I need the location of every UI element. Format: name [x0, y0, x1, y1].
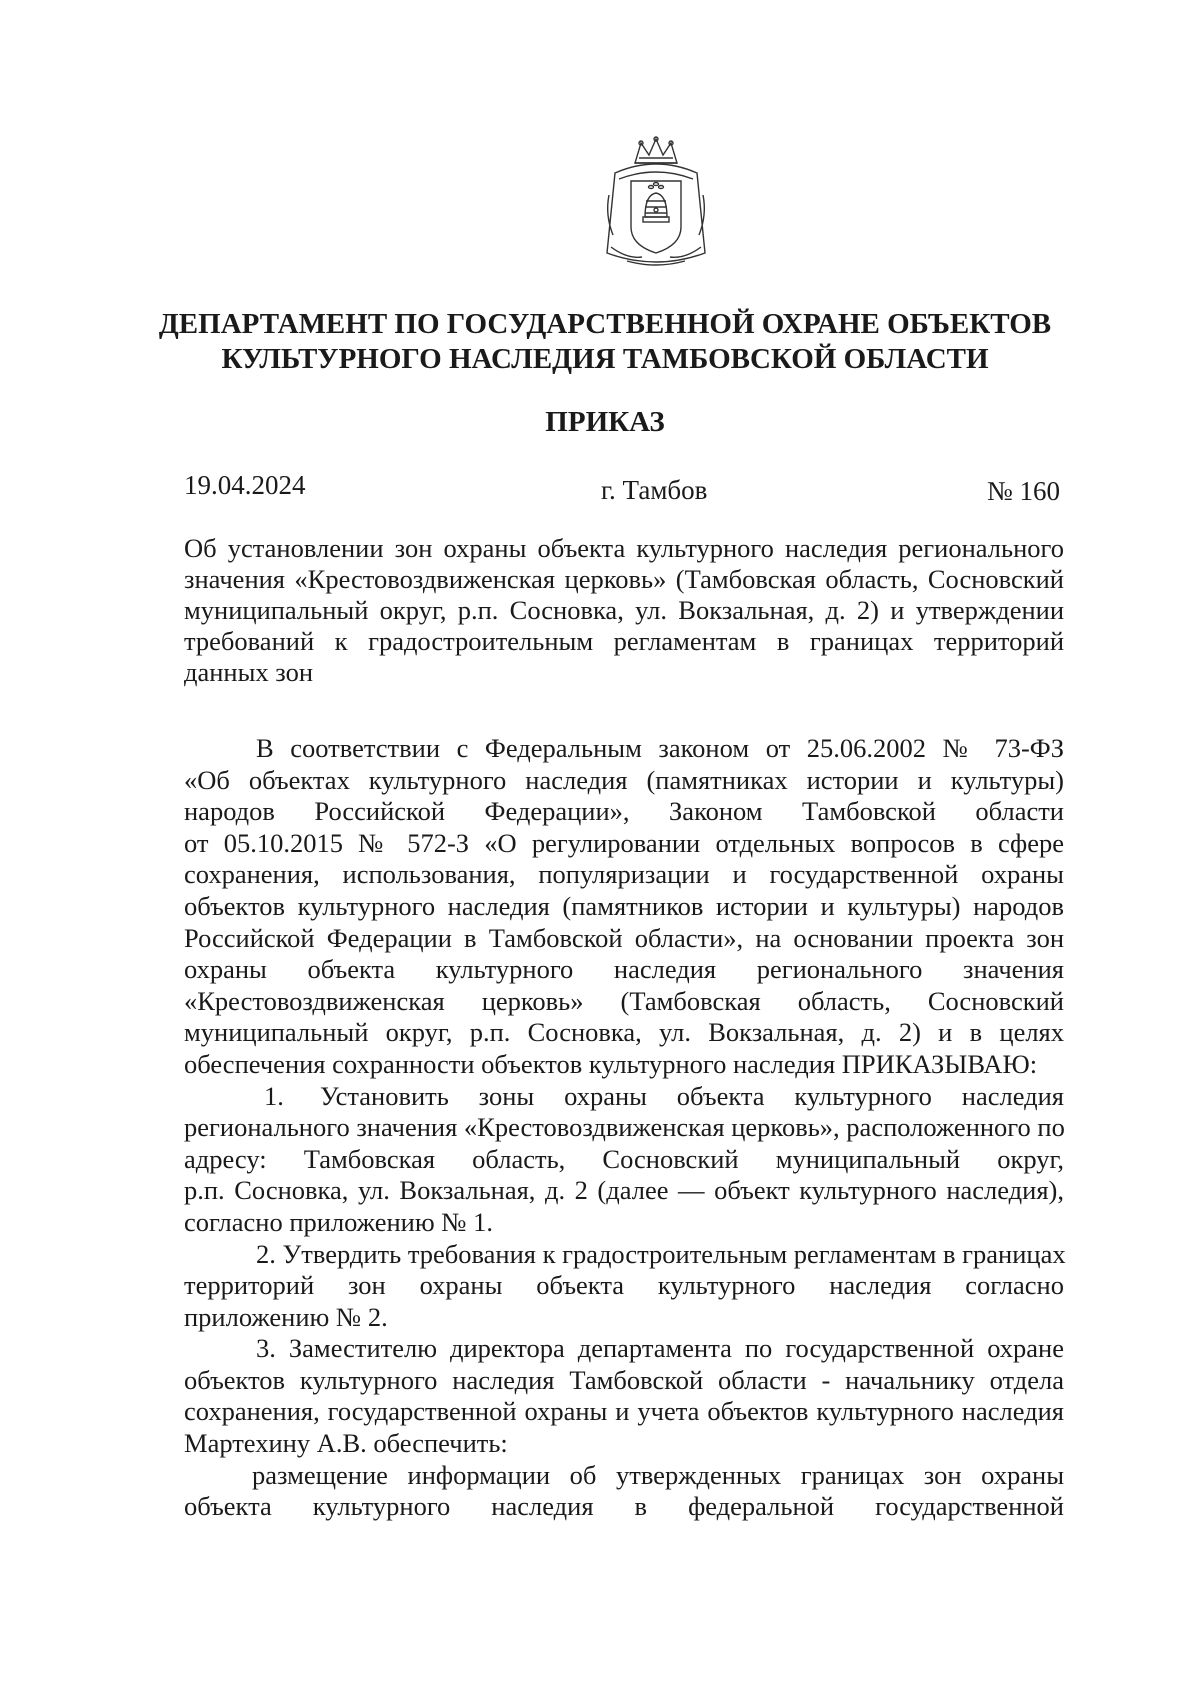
title-line: требований к градостроительным регламентам в границах территорий: [184, 626, 1064, 656]
department-name-line-1: ДЕПАРТАМЕНТ ПО ГОСУДАРСТВЕННОЙ ОХРАНЕ ОБЪЕКТОВ: [158, 308, 1052, 340]
body-line: регионального значения «Крестовоздвиженская церковь», расположенного по: [184, 1112, 1065, 1143]
order-title: [184, 533, 1064, 688]
body-line: В соответствии с Федеральным законом от 25.06.2002 № 73-ФЗ: [256, 733, 1064, 763]
item-2-line: 2. Утвердить требования к градостроительным регламентам в границах: [256, 1238, 1066, 1269]
body-line: объектов культурного наследия Тамбовской области - начальнику отдела: [184, 1364, 1064, 1395]
order-body: [184, 733, 1064, 1523]
body-line: приложению № 2.: [184, 1301, 388, 1332]
body-line: Установить зоны охраны объекта культурного наследия: [320, 1080, 1064, 1111]
body-line: Мартехину А.В. обеспечить:: [184, 1428, 508, 1459]
body-line: сохранения, использования, популяризации и государственной охраны: [184, 859, 1064, 890]
item-1-number: 1.: [264, 1080, 284, 1111]
title-line: Об установлении зон охраны объекта культурного наследия регионального: [184, 533, 1064, 563]
body-line: территорий зон охраны объекта культурного наследия согласно: [184, 1270, 1064, 1301]
body-line: «Об объектах культурного наследия (памятниках истории и культуры): [184, 764, 1064, 795]
body-line: согласно приложению № 1.: [184, 1206, 494, 1237]
document-type: ПРИКАЗ: [545, 406, 665, 438]
tambov-coat-of-arms-icon: [597, 135, 715, 273]
item-3-line: 3. Заместителю директора департамента по государственной охране: [256, 1333, 1064, 1364]
title-line: значения «Крестовоздвиженская церковь» (Тамбовская область, Сосновский: [184, 564, 1064, 594]
body-line: муниципальный округ, р.п. Сосновка, ул. Вокзальная, д. 2) и в целях: [184, 1017, 1064, 1048]
body-line: сохранения, государственной охраны и учета объектов культурного наследия: [184, 1396, 1064, 1427]
order-number: № 160: [986, 476, 1060, 506]
department-name-line-2: КУЛЬТУРНОГО НАСЛЕДИЯ ТАМБОВСКОЙ ОБЛАСТИ: [221, 343, 989, 375]
title-line: данных зон: [184, 657, 314, 687]
item-1-line: [184, 1081, 1064, 1113]
order-date: 19.04.2024: [184, 470, 306, 500]
body-line: от 05.10.2015 № 572-З «О регулировании отдельных вопросов в сфере: [184, 827, 1064, 858]
body-line: «Крестовоздвиженская церковь» (Тамбовская область, Сосновский: [184, 985, 1064, 1016]
body-line: народов Российской Федерации», Законом Тамбовской области: [184, 796, 1064, 827]
body-line: адресу: Тамбовская область, Сосновский муниципальный округ,: [184, 1143, 1064, 1174]
body-line: Российской Федерации в Тамбовской области», на основании проекта зон: [184, 922, 1064, 953]
body-line: р.п. Сосновка, ул. Вокзальная, д. 2 (далее — объект культурного наследия),: [184, 1175, 1064, 1206]
body-line: объекта культурного наследия в федеральной государственной: [184, 1491, 1064, 1522]
order-city: г. Тамбов: [601, 475, 708, 505]
title-line: муниципальный округ, р.п. Сосновка, ул. Вокзальная, д. 2) и утверждении: [184, 595, 1064, 625]
body-line: размещение информации об утвержденных границах зон охраны: [252, 1459, 1064, 1490]
body-line: объектов культурного наследия (памятников истории и культуры) народов: [184, 890, 1064, 921]
body-line: обеспечения сохранности объектов культурного наследия ПРИКАЗЫВАЮ:: [184, 1048, 1038, 1079]
body-line: охраны объекта культурного наследия регионального значения: [184, 954, 1064, 985]
